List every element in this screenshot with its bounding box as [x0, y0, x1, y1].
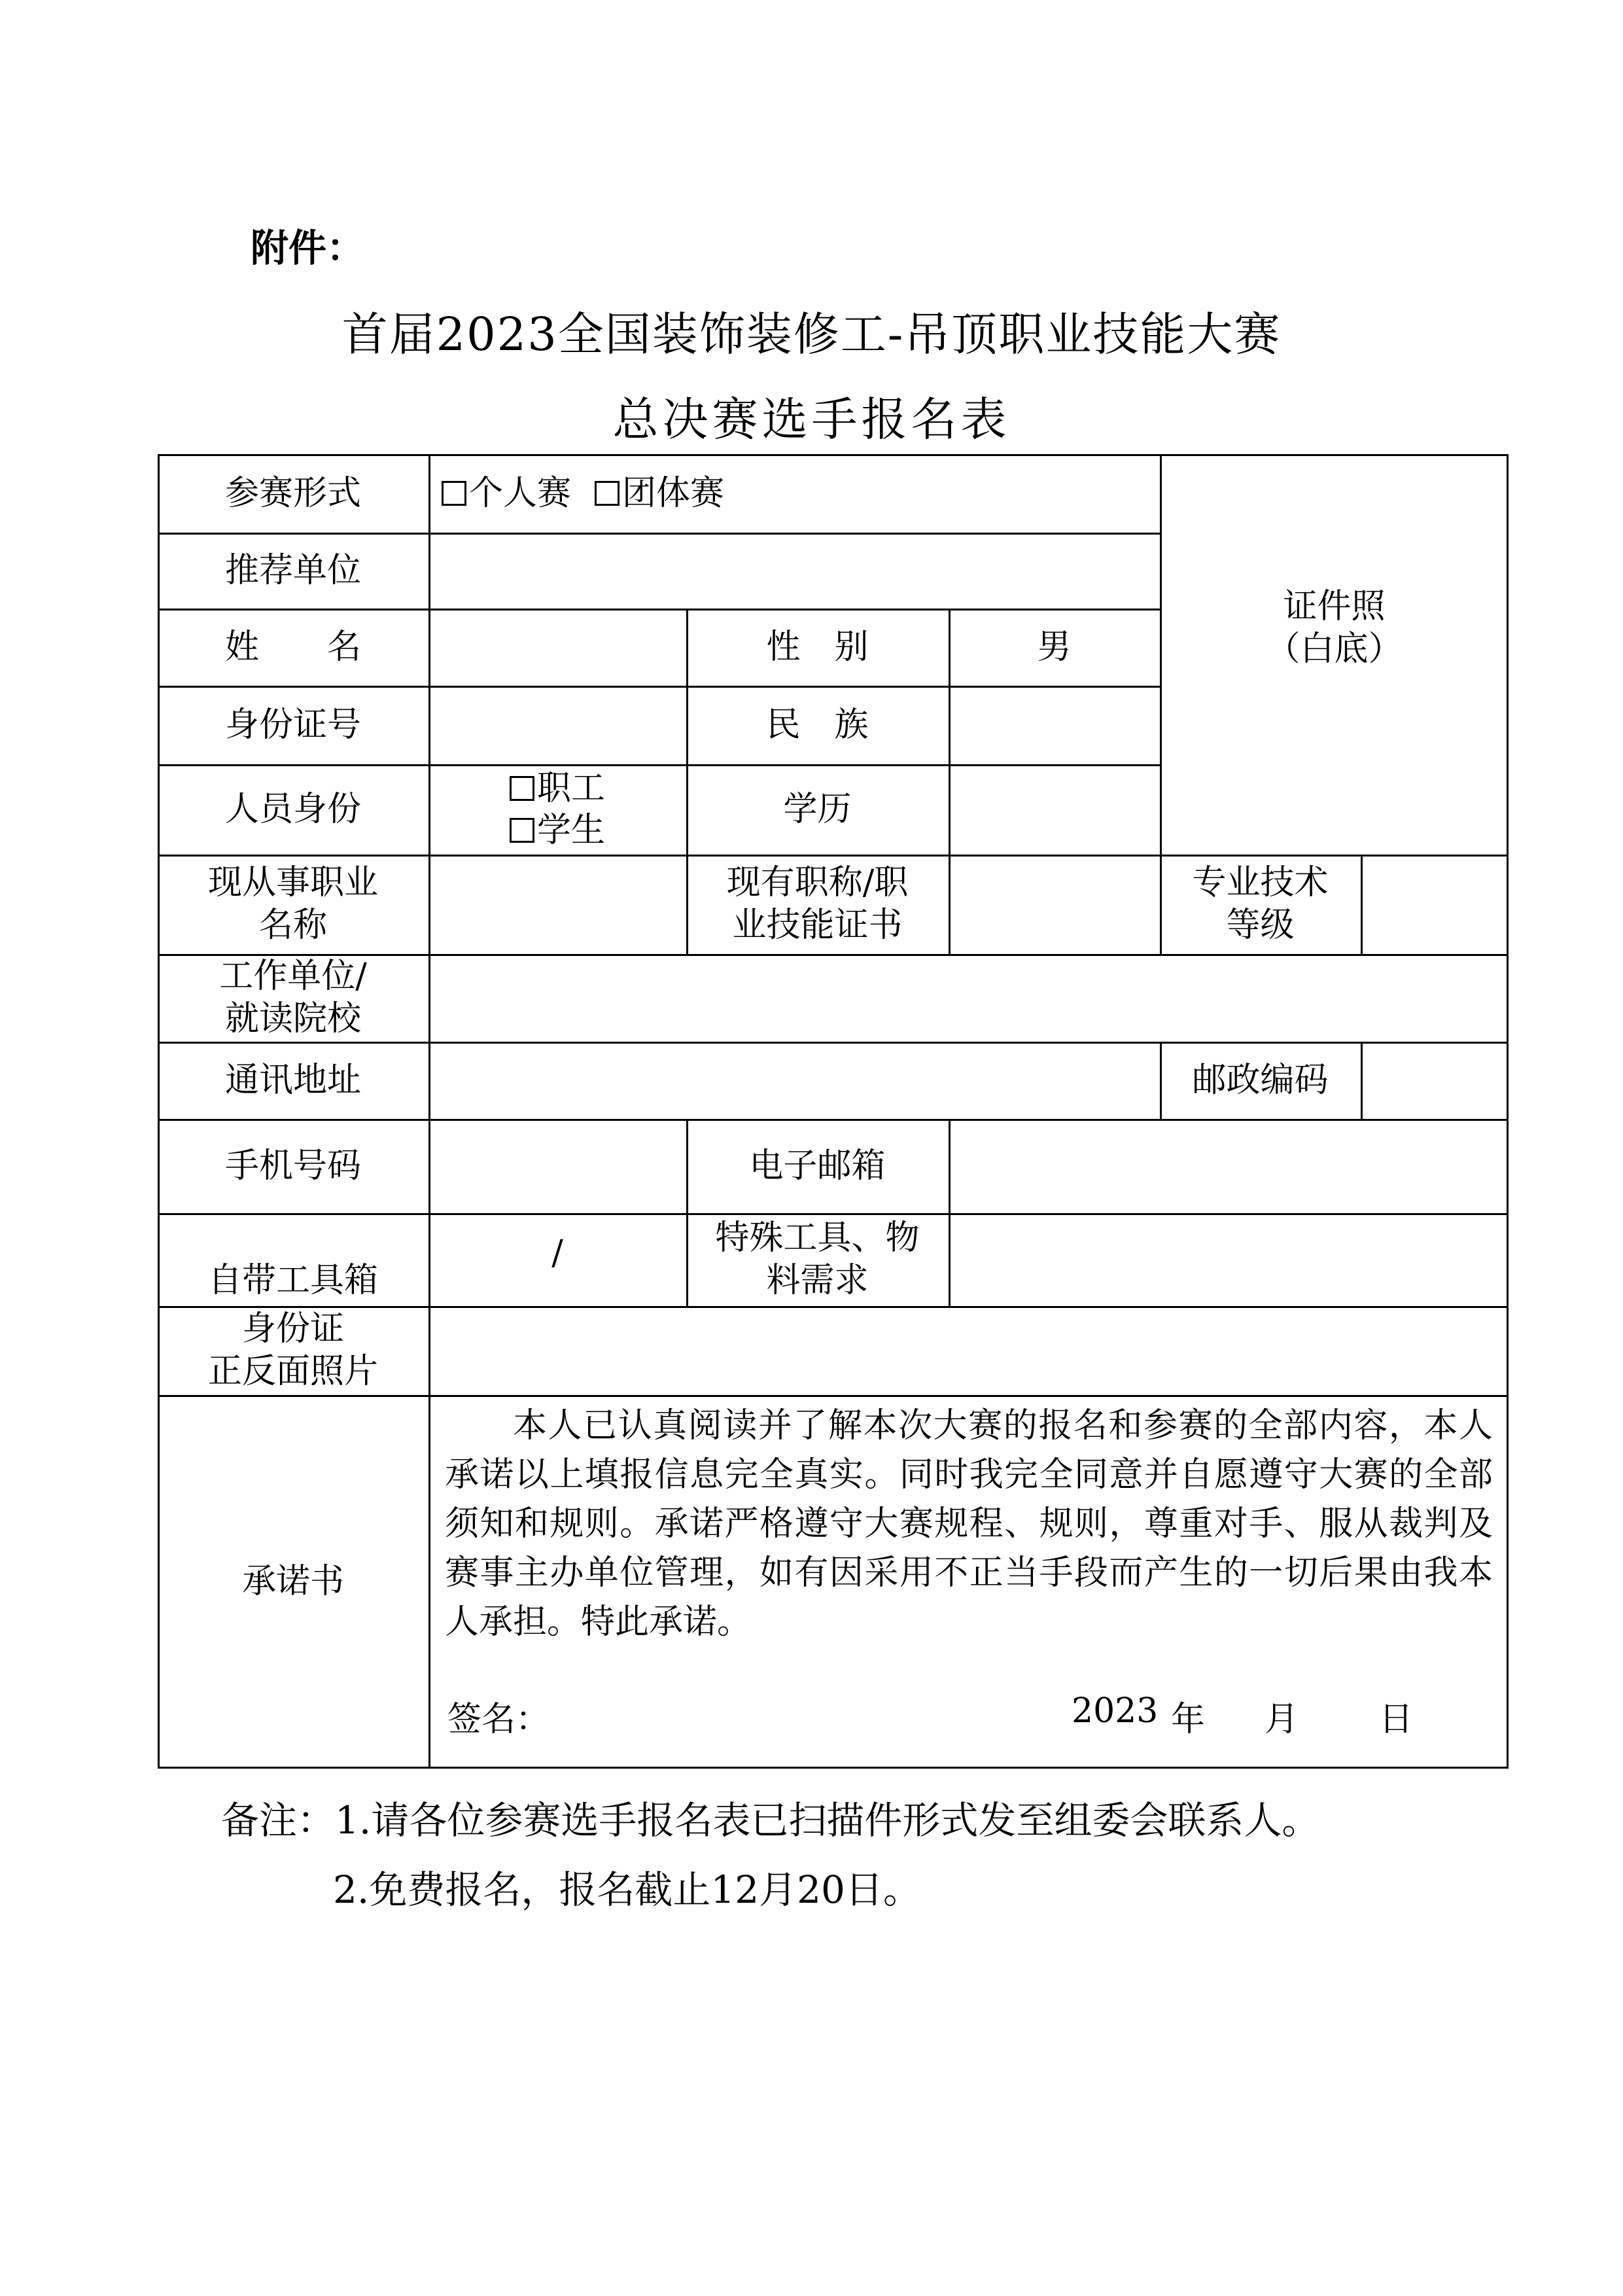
workplace-label-line2: 就读院校: [224, 999, 361, 1038]
skill-level-field[interactable]: [1361, 855, 1509, 954]
occupation-label: [158, 855, 428, 954]
id-photos-label-line2: 正反面照片: [207, 1352, 378, 1391]
identity-label: 人员身份: [224, 789, 361, 829]
occupation-label-line1: 现从事职业: [207, 863, 378, 902]
special-tools-field[interactable]: [949, 1213, 1509, 1306]
skill-level-label-line2: 等级: [1226, 906, 1295, 945]
recommending-unit-label: 推荐单位: [224, 550, 361, 590]
gender-label: 性 别: [766, 627, 869, 667]
gender-field[interactable]: 男: [1037, 627, 1072, 667]
special-tools-label-line2: 料需求: [766, 1261, 869, 1300]
identity-staff-option[interactable]: [510, 768, 605, 809]
checkbox-icon[interactable]: [510, 818, 534, 843]
form-title-line2: 总决赛选手报名表: [612, 393, 1011, 446]
pledge-label: 承诺书: [241, 1562, 344, 1601]
checkbox-icon[interactable]: [442, 481, 466, 506]
name-label: 姓 名: [224, 627, 361, 667]
address-field[interactable]: [428, 1042, 1160, 1119]
toolbox-label: 自带工具箱: [207, 1261, 378, 1300]
id-photo-note: （白底）: [1266, 629, 1403, 669]
id-photos-label: [158, 1306, 428, 1395]
pledge-date-day-unit: 日: [1379, 1700, 1414, 1739]
pledge-text: 本人已认真阅读并了解本次大赛的报名和参赛的全部内容，本人承诺以上填报信息完全真实。同时我完全同意并自愿遵守大赛的全部须知和规则。承诺严格遵守大赛规程、规则，尊重对手、服从裁判及赛事主办单位管理，如有因采用不正当手段而产生的一切后果由我本人承担。特此承诺。: [445, 1406, 1493, 1642]
ethnicity-field[interactable]: [949, 686, 1160, 764]
form-title-line1: 首届2023全国装饰装修工-吊顶职业技能大赛: [341, 308, 1282, 361]
note-line-1: 备注：1.请各位参赛选手报名表已扫描件形式发至组委会联系人。: [221, 1798, 1320, 1843]
special-tools-label-line1: 特殊工具、物: [715, 1218, 920, 1258]
email-field[interactable]: [949, 1119, 1509, 1213]
phone-field[interactable]: [428, 1119, 686, 1213]
identity-student-option[interactable]: [510, 809, 605, 851]
education-field[interactable]: [949, 764, 1160, 855]
skill-level-label-line1: 专业技术: [1192, 863, 1329, 902]
checkbox-icon[interactable]: [595, 481, 620, 506]
occupation-label-line2: 名称: [258, 906, 327, 945]
ethnicity-label: 民 族: [766, 705, 869, 745]
workplace-label: [158, 954, 428, 1042]
id-photo-box[interactable]: [1160, 454, 1509, 855]
id-photo-label: 证件照: [1283, 587, 1386, 626]
entry-type-team-label: 团体赛: [622, 473, 725, 513]
id-number-field[interactable]: [428, 686, 686, 764]
pledge-date-year-unit: 年: [1171, 1700, 1206, 1739]
entry-type-label: 参赛形式: [224, 473, 361, 513]
phone-label: 手机号码: [224, 1146, 361, 1186]
workplace-label-line1: 工作单位/: [219, 957, 367, 996]
title-cert-field[interactable]: [949, 855, 1160, 954]
postcode-field[interactable]: [1361, 1042, 1509, 1119]
checkbox-icon[interactable]: [510, 776, 534, 801]
title-cert-label-line2: 业技能证书: [732, 906, 903, 945]
entry-type-individual-label: 个人赛: [469, 473, 572, 513]
toolbox-field[interactable]: /: [551, 1233, 563, 1273]
signature-label: 签名：: [447, 1700, 550, 1739]
attachment-label: 附件：: [251, 226, 365, 270]
signature-field[interactable]: [602, 1691, 1086, 1737]
pledge-date-month-unit: 月: [1265, 1700, 1299, 1739]
pledge-date-year: 2023: [1072, 1691, 1159, 1731]
note-line-2: 2.免费报名，报名截止12月20日。: [333, 1867, 921, 1912]
id-number-label: 身份证号: [224, 705, 361, 745]
workplace-field[interactable]: [428, 954, 1509, 1042]
recommending-unit-field[interactable]: [428, 533, 1160, 609]
entry-type-individual-option[interactable]: [442, 472, 571, 515]
title-cert-label: [686, 855, 949, 954]
name-field[interactable]: [428, 609, 686, 686]
identity-staff-label: 职工: [536, 769, 605, 808]
title-cert-label-line1: 现有职称/职: [726, 863, 909, 902]
education-label: 学历: [783, 789, 852, 829]
identity-student-label: 学生: [536, 811, 605, 850]
email-label: 电子邮箱: [749, 1146, 886, 1186]
skill-level-label: [1160, 855, 1361, 954]
postcode-label: 邮政编码: [1192, 1060, 1329, 1100]
entry-type-options: [428, 454, 1160, 533]
entry-type-team-option[interactable]: [595, 472, 724, 515]
special-tools-label: [686, 1213, 949, 1306]
occupation-field[interactable]: [428, 855, 686, 954]
address-label: 通讯地址: [224, 1060, 361, 1100]
id-photos-label-line1: 身份证: [241, 1309, 344, 1349]
identity-options: [428, 764, 686, 855]
id-photos-field[interactable]: [428, 1306, 1509, 1395]
